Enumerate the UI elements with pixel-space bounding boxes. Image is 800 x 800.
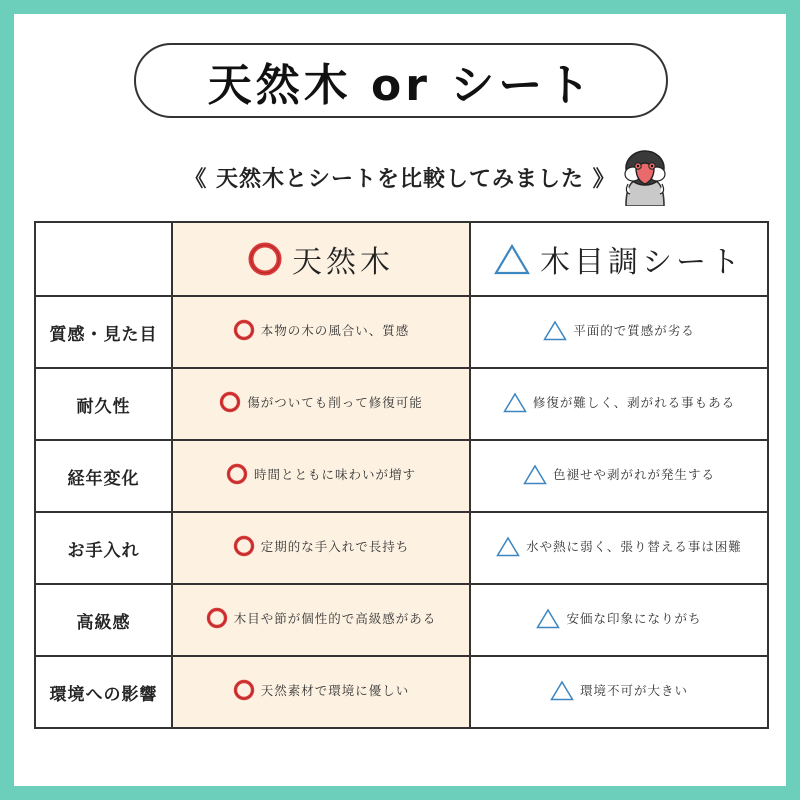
row-label-cell: [35, 296, 172, 368]
row-label: 質感・見た目: [49, 324, 158, 345]
page-title: 天然木 or シート: [134, 43, 668, 118]
natural-cell: [172, 368, 470, 440]
natural-cell: [172, 512, 470, 584]
sheet-cell: [470, 368, 768, 440]
row-label: 高級感: [76, 612, 131, 633]
row-label-cell: [35, 584, 172, 656]
blue-triangle-icon: [503, 392, 527, 413]
table-row: [35, 584, 768, 656]
comparison-table: [34, 221, 769, 729]
red-circle-icon: [248, 242, 282, 276]
row-label: お手入れ: [67, 540, 140, 561]
header-corner-cell: [35, 222, 172, 296]
content-card: [14, 14, 786, 786]
natural-cell: [172, 656, 470, 728]
row-label: 環境への影響: [49, 684, 158, 705]
header-natural-label: 天然木: [292, 245, 394, 280]
table-header-row: [35, 222, 768, 296]
blue-triangle-icon: [536, 608, 560, 629]
blue-triangle-icon: [494, 243, 530, 275]
red-circle-icon: [226, 463, 248, 485]
blue-triangle-icon: [550, 680, 574, 701]
row-label-cell: [35, 368, 172, 440]
row-label: 経年変化: [67, 468, 140, 489]
blue-triangle-icon: [496, 536, 520, 557]
natural-cell: [172, 296, 470, 368]
table-row: [35, 656, 768, 728]
header-natural-wood: [172, 222, 470, 296]
natural-text: 木目や節が個性的で高級感がある: [233, 611, 437, 626]
subtitle: 《 天然木とシートを比較してみました 》: [184, 167, 616, 192]
header-sheet-label: 木目調シート: [540, 245, 744, 280]
red-circle-icon: [233, 679, 255, 701]
blue-triangle-icon: [543, 320, 567, 341]
red-circle-icon: [233, 535, 255, 557]
blue-triangle-icon: [523, 464, 547, 485]
sheet-text: 安価な印象になりがち: [566, 611, 702, 626]
table-row: [35, 296, 768, 368]
natural-text: 傷がついても削って修復可能: [247, 395, 423, 410]
natural-text: 本物の木の風合い、質感: [260, 323, 410, 338]
java-sparrow-mascot-icon: [614, 144, 676, 206]
red-circle-icon: [219, 391, 241, 413]
natural-cell: [172, 440, 470, 512]
sheet-text: 平面的で質感が劣る: [573, 323, 695, 338]
row-label-cell: [35, 656, 172, 728]
red-circle-icon: [206, 607, 228, 629]
header-wood-grain-sheet: [470, 222, 768, 296]
sheet-cell: [470, 512, 768, 584]
natural-cell: [172, 584, 470, 656]
row-label: 耐久性: [76, 396, 131, 417]
sheet-text: 水や熱に弱く、張り替える事は困難: [526, 539, 742, 554]
row-label-cell: [35, 512, 172, 584]
table-row: [35, 512, 768, 584]
sheet-text: 環境不可が大きい: [579, 683, 688, 698]
sheet-cell: [470, 656, 768, 728]
table-row: [35, 440, 768, 512]
sheet-text: 色褪せや剥がれが発生する: [552, 467, 715, 482]
sheet-cell: [470, 296, 768, 368]
red-circle-icon: [233, 319, 255, 341]
natural-text: 時間とともに味わいが増す: [253, 467, 416, 482]
natural-text: 定期的な手入れで長持ち: [260, 539, 410, 554]
table-row: [35, 368, 768, 440]
sheet-cell: [470, 440, 768, 512]
row-label-cell: [35, 440, 172, 512]
sheet-text: 修復が難しく、剥がれる事もある: [532, 395, 736, 410]
sheet-cell: [470, 584, 768, 656]
natural-text: 天然素材で環境に優しい: [260, 683, 410, 698]
